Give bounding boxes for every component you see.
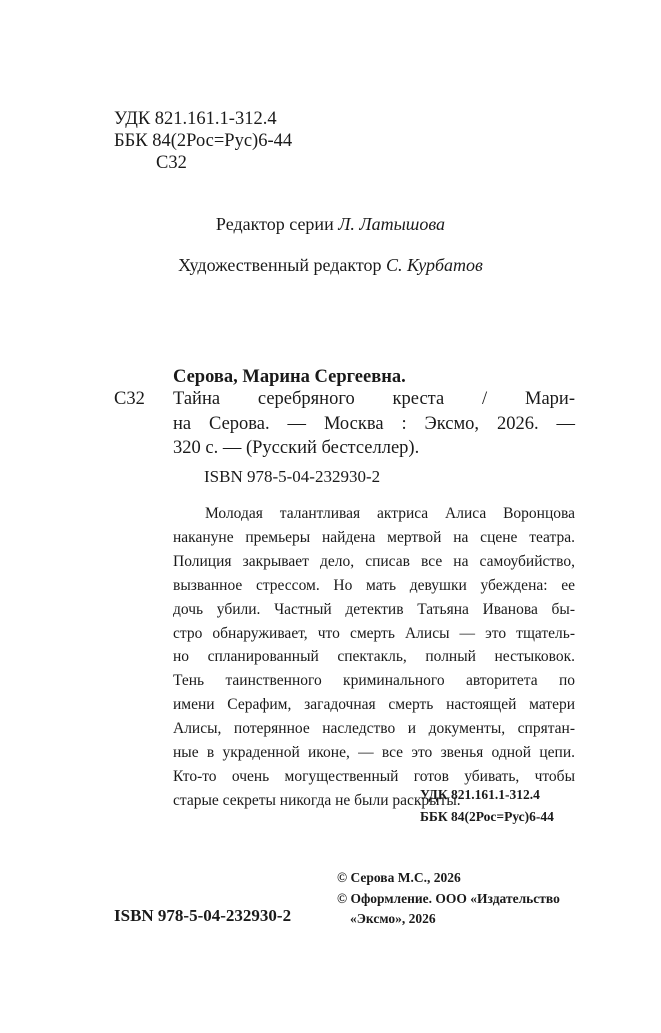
record-line: Тайна серебряного креста / Мари-: [173, 389, 575, 409]
index-block: [420, 784, 554, 827]
annotation-line: Полиция закрывает дело, списав все на самоубийство,: [173, 552, 575, 570]
annotation-line: дочь убили. Частный детектив Татьяна Иванова бы-: [173, 600, 575, 618]
record-line: 320 с. — (Русский бестселлер).: [173, 438, 420, 458]
annotation-line: Кто-то очень могущественный готов убивать, чтобы: [173, 767, 575, 785]
annotation-line: стро обнаруживает, что смерть Алисы — это тщатель-: [173, 624, 575, 642]
annotation-line: имени Серафим, загадочная смерть настоящей матери: [173, 696, 575, 714]
series-editor-name: Л. Латышова: [338, 214, 446, 234]
art-editor-label: Художественный редактор: [178, 255, 382, 275]
series-editor: [0, 214, 661, 235]
art-editor: [0, 255, 661, 276]
record-line: на Серова. — Москва : Эксмо, 2026. —: [173, 413, 575, 434]
copyright-block: [337, 868, 560, 930]
bbk-code: ББК 84(2Рос=Рус)6-44: [114, 131, 293, 151]
index-bbk: ББК 84(2Рос=Рус)6-44: [420, 808, 554, 824]
annotation-line: старые секреты никогда не были раскрыты.: [173, 791, 461, 809]
annotation-line: Тень таинственного криминального авторитета по: [173, 672, 575, 690]
annotation-line: вызванное стрессом. Но мать девушки убеждена: ее: [173, 576, 575, 594]
annotation-line: Алисы, потерянное наследство и документы, спрятан-: [173, 720, 575, 738]
annotation-line: накануне премьеры найдена мертвой на сцене театра.: [173, 528, 575, 546]
annotation-line: Молодая талантливая актриса Алиса Воронцова: [205, 505, 575, 522]
annotation: [173, 502, 575, 813]
author-heading: Серова, Марина Сергеевна.: [173, 367, 406, 387]
series-editor-label: Редактор серии: [215, 214, 334, 234]
record-author-mark: С32: [114, 389, 145, 409]
index-udk: УДК 821.161.1-312.4: [420, 787, 540, 802]
copyright-design-cont: «Эксмо», 2026: [350, 911, 436, 926]
copyright-design: © Оформление. ООО «Издательство: [337, 890, 560, 906]
copyright-author: © Серова М.С., 2026: [337, 870, 461, 885]
classification-block: [114, 108, 292, 174]
annotation-line: ные в украденной иконе, — все это звенья одной цепи.: [173, 744, 575, 762]
author-mark: С32: [156, 153, 187, 173]
art-editor-name: С. Курбатов: [386, 255, 483, 275]
annotation-line: но спланированный спектакль, полный нестыковок.: [173, 648, 575, 666]
bibliographic-record: [173, 387, 575, 461]
udk-code: УДК 821.161.1-312.4: [114, 109, 277, 129]
record-isbn: ISBN 978-5-04-232930-2: [204, 467, 381, 486]
isbn-bottom: ISBN 978-5-04-232930-2: [114, 906, 292, 925]
